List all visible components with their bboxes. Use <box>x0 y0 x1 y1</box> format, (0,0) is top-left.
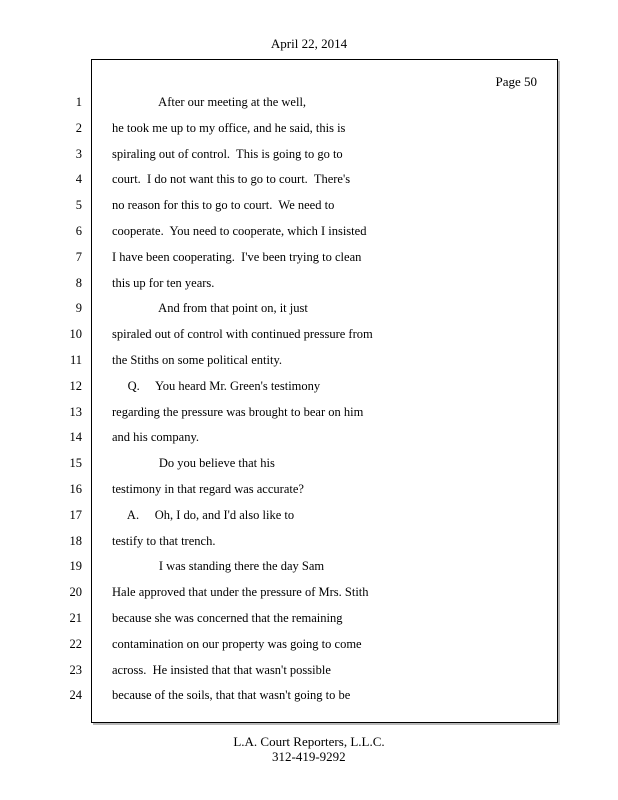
line-number: 19 <box>69 559 82 574</box>
transcript-line <box>0 271 618 297</box>
transcript-line <box>0 477 618 503</box>
transcript-line <box>0 142 618 168</box>
transcript-line <box>0 683 618 709</box>
line-text: testify to that trench. <box>112 533 216 548</box>
line-number: 9 <box>75 301 82 316</box>
line-text: this up for ten years. <box>112 275 215 290</box>
line-number: 5 <box>75 198 82 213</box>
line-text: And from that point on, it just <box>112 301 308 316</box>
line-number: 1 <box>75 95 82 109</box>
line-text: After our meeting at the well, <box>112 95 307 109</box>
transcript-line <box>0 90 618 116</box>
line-text: contamination on our property was going to come <box>112 636 362 651</box>
transcript-line <box>0 554 618 580</box>
transcript-line <box>0 632 618 658</box>
line-number: 4 <box>75 172 82 187</box>
line-text: and his company. <box>112 430 200 445</box>
line-number: 12 <box>69 378 82 393</box>
line-text: because she was concerned that the remaining <box>112 610 343 625</box>
transcript-line <box>0 322 618 348</box>
line-number: 14 <box>69 430 82 445</box>
line-number: 17 <box>69 507 82 522</box>
line-number: 20 <box>69 585 82 600</box>
transcript-line <box>0 245 618 271</box>
line-text: he took me up to my office, and he said, this is <box>112 120 346 135</box>
line-number: 7 <box>75 249 82 264</box>
transcript-line <box>0 529 618 555</box>
footer-phone: 312-419-9292 <box>272 749 346 764</box>
line-text: I was standing there the day Sam <box>112 559 325 574</box>
line-number: 21 <box>69 610 82 625</box>
transcript-line <box>0 219 618 245</box>
line-number: 15 <box>69 456 82 471</box>
line-number: 10 <box>69 327 82 342</box>
transcript-line <box>0 296 618 322</box>
line-number: 8 <box>75 275 82 290</box>
line-text: spiraled out of control with continued pressure from <box>112 327 373 342</box>
transcript-line <box>0 167 618 193</box>
line-text: no reason for this to go to court. We need to <box>112 198 335 213</box>
footer-company: L.A. Court Reporters, L.L.C. <box>233 734 385 749</box>
line-text: because of the soils, that that wasn't going to be <box>112 688 351 703</box>
transcript-line <box>0 425 618 451</box>
line-text: I have been cooperating. I've been trying to clean <box>112 249 362 264</box>
line-text: Q. You heard Mr. Green's testimony <box>112 378 321 393</box>
line-number: 2 <box>75 120 82 135</box>
line-number: 24 <box>69 688 82 703</box>
line-number: 22 <box>69 636 82 651</box>
line-number: 11 <box>69 352 82 367</box>
line-text: Hale approved that under the pressure of Mrs. Stith <box>112 585 369 600</box>
line-text: across. He insisted that that wasn't possible <box>112 662 331 677</box>
transcript-line <box>0 193 618 219</box>
line-text: testimony in that regard was accurate? <box>112 481 304 496</box>
transcript-line <box>0 658 618 684</box>
transcript-line <box>0 606 618 632</box>
transcript-line <box>0 400 618 426</box>
transcript-line <box>0 503 618 529</box>
line-number: 3 <box>75 146 82 161</box>
line-text: the Stiths on some political entity. <box>112 352 283 367</box>
line-text: spiraling out of control. This is going to go to <box>112 146 343 161</box>
transcript-line <box>0 348 618 374</box>
line-number: 18 <box>69 533 82 548</box>
page-number: Page 50 <box>495 74 537 89</box>
line-text: court. I do not want this to go to court. There's <box>112 172 351 187</box>
line-text: regarding the pressure was brought to bear on him <box>112 404 364 419</box>
transcript-line <box>0 451 618 477</box>
line-text: Do you believe that his <box>112 456 275 471</box>
line-number: 13 <box>69 404 82 419</box>
transcript-line <box>0 374 618 400</box>
line-text: cooperate. You need to cooperate, which I insisted <box>112 223 367 238</box>
transcript-line <box>0 116 618 142</box>
transcript-line <box>0 580 618 606</box>
line-number: 6 <box>75 223 82 238</box>
transcript-lines <box>0 90 618 709</box>
line-number: 23 <box>69 662 82 677</box>
header-date: April 22, 2014 <box>270 36 348 51</box>
line-number: 16 <box>69 481 82 496</box>
line-text: A. Oh, I do, and I'd also like to <box>112 507 295 522</box>
